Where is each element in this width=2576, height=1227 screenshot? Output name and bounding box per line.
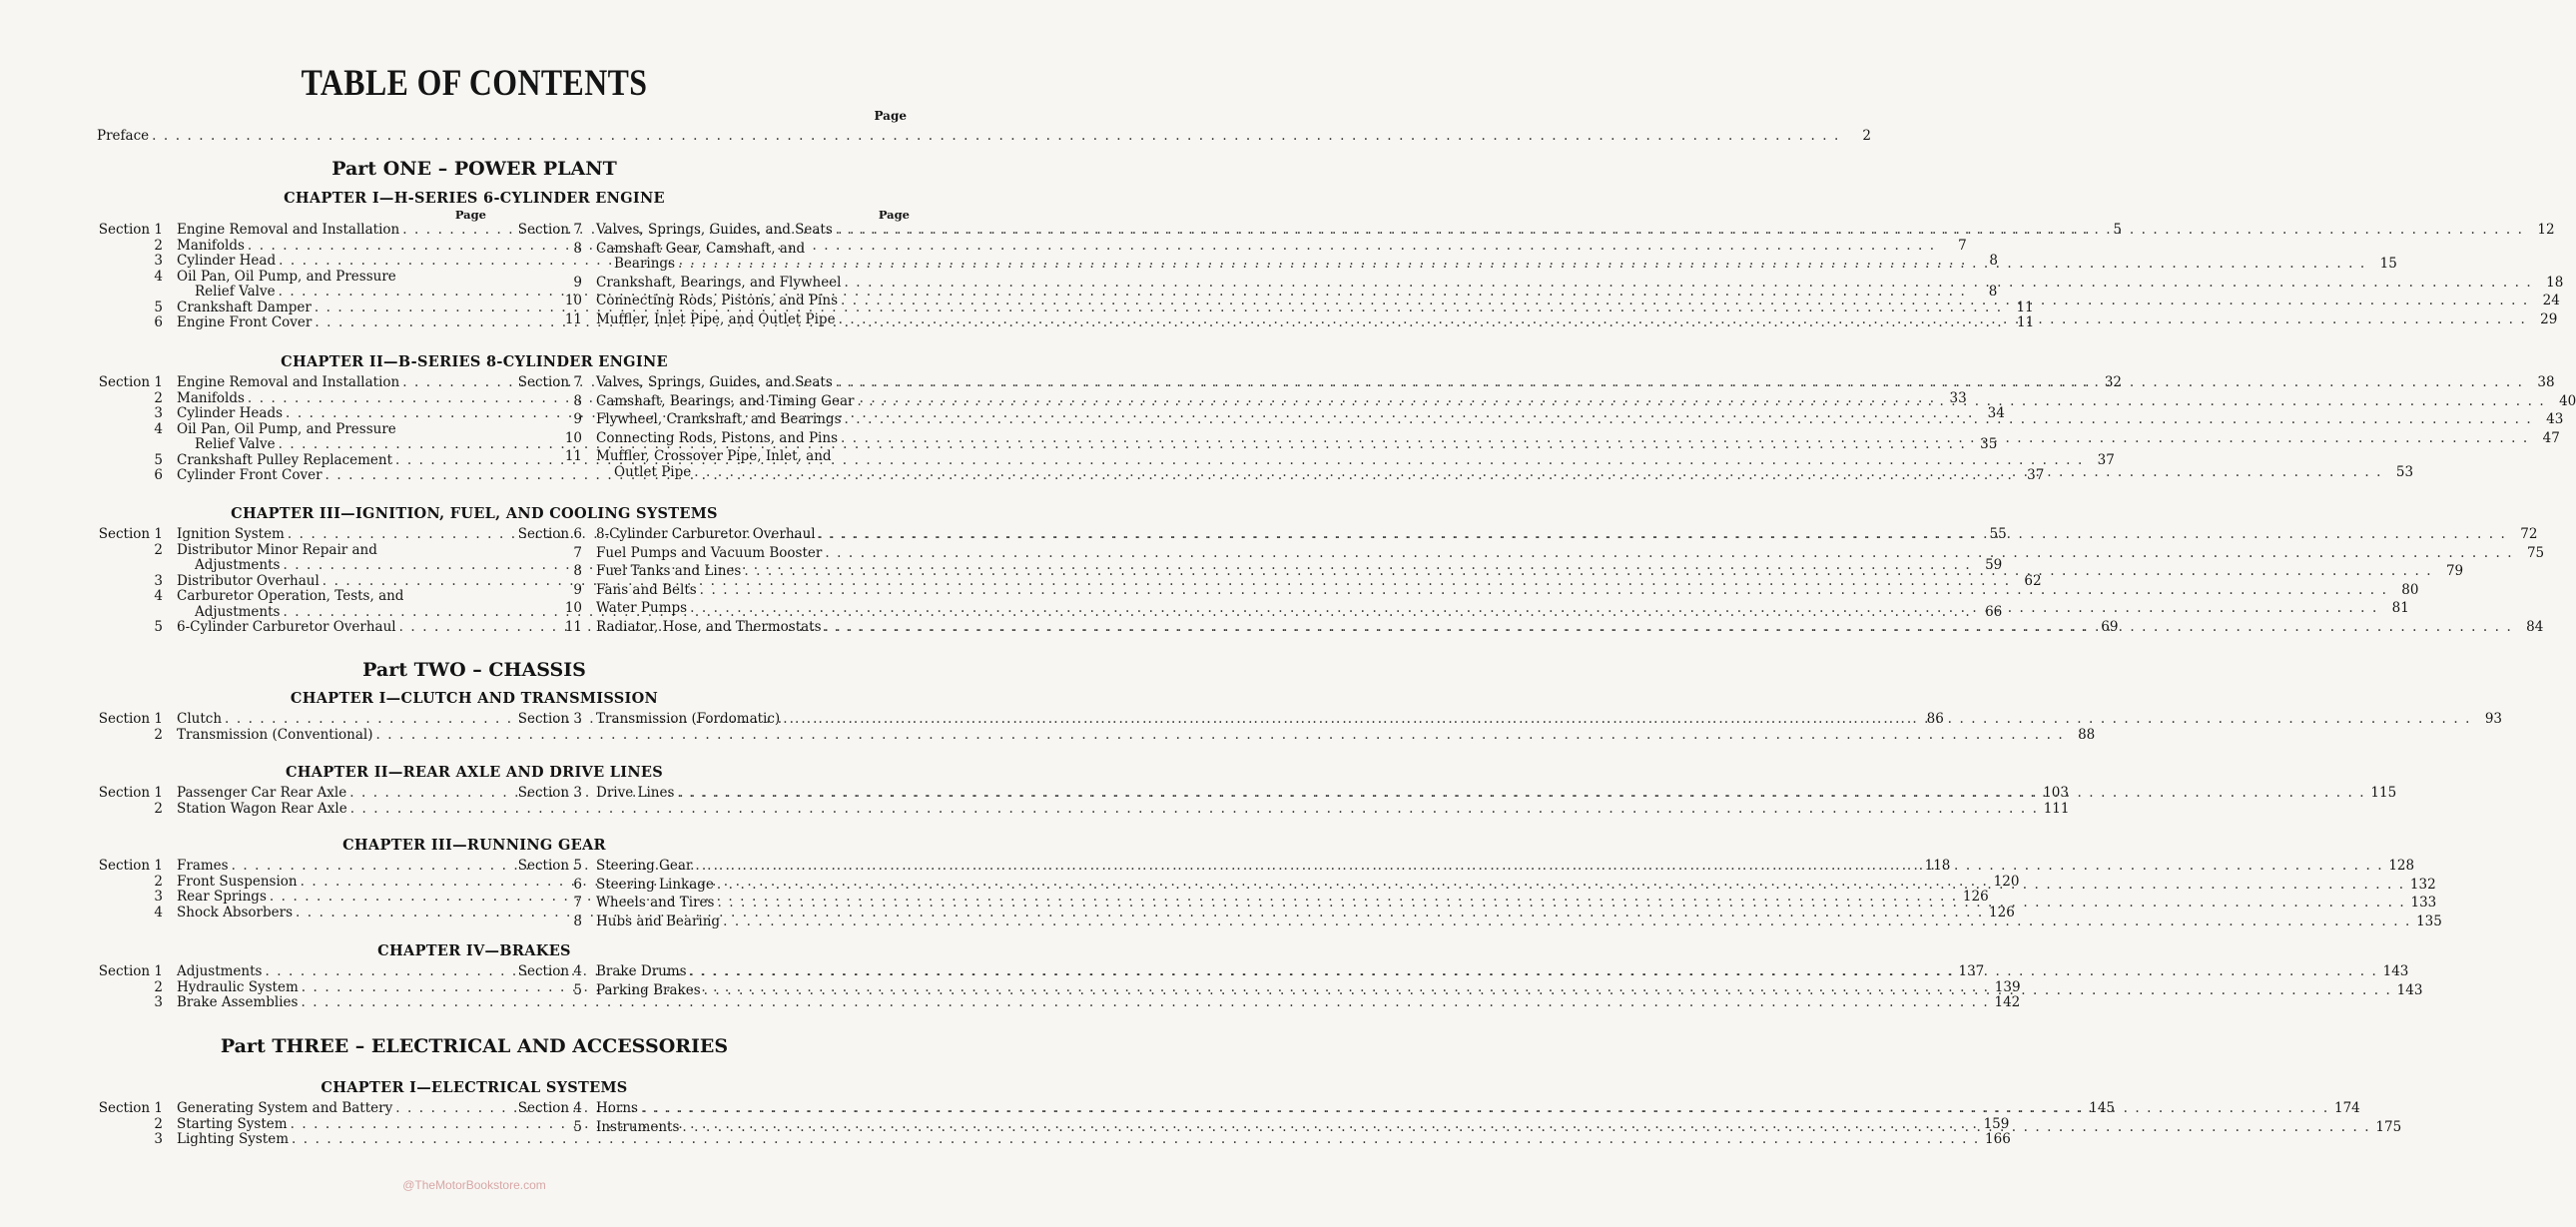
section-number: 4 [154, 588, 163, 604]
chapter-title: CHAPTER III—IGNITION, FUEL, AND COOLING SYSTEMS [231, 505, 718, 522]
entry-title: Transmission (Conventional) [177, 726, 373, 743]
section-number: Section 1 [98, 711, 163, 727]
entry-title: Relief Valve [195, 436, 276, 452]
entry-page-number: 7 [1958, 237, 1967, 254]
section-number: Section 1 [98, 222, 163, 238]
watermark: @TheMotorBookstore.com [402, 1178, 546, 1192]
entry-title: Connecting Rods, Pistons, and Pins [596, 429, 838, 446]
leader-dots [682, 1120, 2370, 1136]
entry-title: Carburetor Operation, Tests, and [177, 588, 404, 604]
entry-title: Crankshaft, Bearings, and Flywheel [596, 274, 842, 291]
section-number: 8 [573, 392, 582, 409]
entry-page-number: 72 [2520, 526, 2538, 542]
chapter-title: CHAPTER II—B-SERIES 8-CYLINDER ENGINE [281, 353, 668, 370]
entry-title: Generating System and Battery [177, 1100, 393, 1116]
section-number: Section 1 [98, 374, 163, 390]
entry-page-number: 139 [1994, 978, 2021, 995]
section-number: 5 [154, 619, 163, 635]
entry-title: Manifolds [177, 237, 245, 254]
entry-page-number: 69 [2101, 619, 2119, 635]
chapter-title: CHAPTER I—H-SERIES 6-CYLINDER ENGINE [284, 190, 665, 207]
part-two-title: Part TWO – CHASSIS [362, 659, 586, 681]
section-number: 5 [154, 451, 163, 468]
entry-title: Clutch [177, 711, 223, 727]
entry-title: Station Wagon Rear Axle [177, 800, 347, 817]
section-number: 6 [154, 314, 163, 330]
section-number: 5 [573, 1118, 582, 1135]
entry-title: Adjustments [195, 557, 281, 573]
entry-title: Frames [177, 858, 229, 874]
entry-title: Rear Springs [177, 889, 267, 905]
entry-page-number: 118 [1924, 858, 1951, 874]
entry-title: Fuel Pumps and Vacuum Booster [596, 544, 823, 561]
toc-entry [514, 913, 2442, 930]
entry-page-number: 174 [2334, 1100, 2360, 1116]
section-number: 11 [564, 618, 582, 635]
entry-title: Passenger Car Rear Axle [177, 785, 347, 801]
section-number: Section 6 [517, 526, 582, 542]
chapter-title: CHAPTER IV—BRAKES [377, 942, 571, 959]
entry-page-number: 34 [1987, 405, 2005, 421]
entry-title: Adjustments [195, 603, 281, 620]
entry-title: Wheels and Tires [596, 895, 715, 911]
entry-page-number: 175 [2375, 1118, 2402, 1135]
entry-title: Valves, Springs, Guides, and Seats [596, 222, 833, 238]
section-number: 2 [154, 541, 163, 558]
toc-entry [95, 1131, 2011, 1148]
entry-title: Flywheel, Crankshaft, and Bearings [596, 411, 842, 427]
entry-page-number: 55 [1989, 526, 2007, 542]
entry-page-number: 132 [2409, 876, 2436, 893]
entry-page-number: 59 [1985, 557, 2003, 573]
leader-dots [845, 412, 2533, 428]
entry-title: Crankshaft Damper [177, 299, 312, 315]
leader-dots [723, 915, 2411, 930]
leader-dots [841, 431, 2529, 447]
entry-title: Brake Assemblies [177, 994, 299, 1010]
chapter-title: CHAPTER II—REAR AXLE AND DRIVE LINES [285, 764, 664, 781]
section-number: Section 1 [98, 858, 163, 874]
entry-page-number: 103 [2043, 785, 2069, 801]
entry-title: Instruments [596, 1118, 680, 1135]
entry-title: Relief Valve [195, 284, 276, 300]
section-number: 3 [154, 889, 163, 905]
section-number: 3 [154, 1131, 163, 1147]
section-number: Section 1 [98, 1100, 163, 1116]
entry-title: Muffler, Crossover Pipe, Inlet, and [596, 448, 832, 464]
entry-title: Water Pumps [596, 600, 688, 616]
section-number: 4 [154, 420, 163, 437]
leader-dots [717, 896, 2405, 912]
entry-page-number: 8 [1989, 253, 1998, 269]
entry-title: Hydraulic System [177, 978, 299, 995]
leader-dots [845, 276, 2533, 292]
entry-title: Transmission (Fordomatic) [596, 711, 781, 727]
section-number: 8 [573, 913, 582, 929]
entry-page-number: 53 [2395, 463, 2414, 480]
entry-title: 8-Cylinder Carburetor Overhaul [596, 526, 816, 542]
entry-page-number: 86 [1926, 711, 1944, 727]
section-number: 2 [154, 389, 163, 406]
entry-title: Cylinder Head [177, 253, 277, 269]
entry-page-number: 35 [1980, 436, 1998, 452]
part-one-title: Part ONE – POWER PLANT [331, 158, 617, 180]
entry-title: Engine Removal and Installation [177, 374, 400, 390]
entry-page-number: 143 [2382, 963, 2409, 979]
entry-page-number: 5 [2113, 222, 2123, 238]
entry-page-number: 37 [2097, 451, 2115, 468]
entry-title: Distributor Minor Repair and [177, 541, 377, 558]
entry-title: Manifolds [177, 389, 245, 406]
section-number: Section 4 [517, 963, 582, 979]
entry-page-number: 33 [1949, 389, 1967, 406]
section-number: 7 [573, 895, 582, 911]
entry-title: Steering Linkage [596, 876, 714, 893]
section-number: Section 3 [517, 785, 582, 801]
entry-page-number: 145 [2089, 1100, 2116, 1116]
chapter-right-column [514, 208, 2564, 330]
leader-dots [839, 312, 2527, 328]
preface-page: 2 [1862, 128, 1871, 144]
entry-page-number: 84 [2526, 618, 2544, 635]
section-number: Section 7 [517, 222, 582, 238]
entry-page-number: 159 [1983, 1115, 2010, 1132]
entry-title: Connecting Rods, Pistons, and Pins [596, 293, 838, 308]
page-column-header: Page [454, 208, 486, 222]
section-number: 2 [154, 237, 163, 254]
entry-page-number: 11 [2016, 314, 2035, 330]
leader-dots [678, 257, 2366, 273]
toc-entry [95, 726, 2096, 744]
entry-title: Starting System [177, 1115, 288, 1132]
entry-title: Front Suspension [177, 873, 298, 890]
entry-title: Camshaft Gear, Camshaft, and [596, 240, 806, 257]
part-three-title: Part THREE – ELECTRICAL AND ACCESSORIES [220, 1035, 729, 1057]
page-column-header: Page [874, 109, 907, 123]
entry-page-number: 79 [2445, 563, 2464, 579]
entry-title: Muffler, Inlet Pipe, and Outlet Pipe [596, 310, 836, 327]
section-number: 11 [564, 448, 582, 464]
entry-title: Camshaft, Bearings, and Timing Gear [596, 392, 855, 409]
entry-title: 6-Cylinder Carburetor Overhaul [177, 619, 396, 635]
entry-page-number: 120 [1993, 873, 2020, 890]
leader-dots [152, 127, 1840, 145]
entry-title: Engine Removal and Installation [177, 222, 400, 238]
toc-entry [514, 240, 2397, 273]
leader-dots [783, 712, 2471, 728]
entry-title: Horns [596, 1100, 638, 1116]
section-number: 10 [564, 293, 582, 308]
section-number: Section 5 [517, 858, 582, 874]
section-number: 8 [573, 240, 582, 257]
toc-entry [514, 222, 2555, 239]
toc-entry [514, 310, 2558, 328]
leader-dots [677, 786, 2365, 802]
section-number: 9 [573, 411, 582, 427]
entry-page-number: 66 [1985, 603, 2003, 620]
entry-title: Fuel Tanks and Lines [596, 563, 742, 579]
entry-title: Crankshaft Pulley Replacement [177, 451, 393, 468]
entry-page-number: 37 [2027, 467, 2045, 483]
entry-page-number: 18 [2546, 274, 2564, 291]
entry-title: Distributor Overhaul [177, 572, 320, 589]
entry-page-number: 88 [2078, 726, 2096, 743]
chapter-title: CHAPTER I—ELECTRICAL SYSTEMS [321, 1079, 628, 1096]
section-number: Section 1 [98, 963, 163, 979]
chapter-title: CHAPTER III—RUNNING GEAR [342, 837, 606, 854]
entry-title: Oil Pan, Oil Pump, and Pressure [177, 268, 396, 285]
section-number: 9 [573, 274, 582, 291]
entry-page-number: 62 [2024, 572, 2042, 589]
leader-dots [700, 583, 2388, 599]
entry-page-number: 11 [2016, 299, 2034, 315]
entry-title: Steering Gear [596, 858, 693, 874]
leader-dots [641, 1101, 2329, 1117]
preface-entry [97, 127, 1871, 145]
section-number: 6 [573, 876, 582, 893]
entry-page-number: 47 [2542, 429, 2560, 446]
leader-dots [690, 964, 2378, 980]
section-number: Section 1 [98, 526, 163, 542]
entry-title: Cylinder Front Cover [177, 467, 322, 483]
section-number: 10 [564, 600, 582, 616]
entry-page-number: 128 [2388, 858, 2415, 874]
entry-page-number: 126 [1989, 904, 2015, 920]
entry-title: Hubs and Bearing [596, 913, 721, 929]
section-number: 11 [564, 310, 582, 327]
section-number: 3 [154, 405, 163, 421]
leader-dots [825, 620, 2513, 636]
leader-dots [836, 223, 2524, 239]
section-number: 3 [154, 253, 163, 269]
section-number: 9 [573, 581, 582, 598]
entry-title: Ignition System [177, 526, 285, 542]
entry-title: Parking Brakes [596, 981, 701, 998]
entry-title: Adjustments [177, 963, 263, 979]
section-number: 3 [154, 572, 163, 589]
section-number: 5 [154, 299, 163, 315]
entry-title: Cylinder Heads [177, 405, 284, 421]
entry-title: Radiator, Hose, and Thermostats [596, 618, 822, 635]
section-number: 5 [573, 981, 582, 998]
toc-entry [95, 800, 2070, 818]
entry-page-number: 40 [2559, 392, 2576, 409]
section-number: 10 [564, 429, 582, 446]
section-number: 6 [154, 467, 163, 483]
section-number: Section 7 [517, 374, 582, 390]
leader-dots [857, 394, 2545, 410]
toc-entry [514, 581, 2419, 599]
entry-title: Lighting System [177, 1131, 290, 1147]
entry-page-number: 137 [1958, 963, 1985, 979]
entry-title: Bearings [614, 256, 675, 272]
entry-page-number: 111 [2043, 800, 2070, 817]
entry-page-number: 142 [1994, 994, 2021, 1010]
entry-page-number: 8 [1988, 284, 1998, 300]
entry-page-number: 75 [2526, 544, 2545, 561]
entry-page-number: 93 [2484, 711, 2502, 727]
section-number: 2 [154, 726, 163, 743]
section-number: 4 [154, 268, 163, 285]
page-title: TABLE OF CONTENTS [301, 63, 648, 104]
leader-dots [690, 601, 2378, 617]
leader-dots [695, 859, 2383, 875]
entry-page-number: 135 [2416, 913, 2442, 929]
entry-page-number: 81 [2391, 600, 2409, 616]
entry-title: Oil Pan, Oil Pump, and Pressure [177, 420, 396, 437]
section-number: Section 1 [98, 785, 163, 801]
leader-dots [819, 527, 2507, 543]
entry-page-number: 43 [2546, 411, 2564, 427]
chapter-title: CHAPTER I—CLUTCH AND TRANSMISSION [290, 690, 659, 707]
section-number: 7 [573, 544, 582, 561]
entry-page-number: 166 [1985, 1131, 2011, 1147]
entry-page-number: 15 [2379, 256, 2397, 272]
section-number: 2 [154, 1115, 163, 1132]
section-number: Section 4 [517, 1100, 582, 1116]
entry-page-number: 38 [2537, 374, 2555, 390]
toc-entry [514, 274, 2564, 292]
entry-title: Shock Absorbers [177, 904, 294, 920]
entry-title: Fans and Belts [596, 581, 697, 598]
entry-title: Outlet Pipe [614, 463, 692, 480]
leader-dots [825, 546, 2513, 562]
entry-title: Engine Front Cover [177, 314, 313, 330]
entry-page-number: 24 [2542, 293, 2560, 308]
section-number: 3 [154, 994, 163, 1010]
leader-dots [704, 983, 2392, 999]
entry-title: Drive Lines [596, 785, 675, 801]
section-number: 2 [154, 978, 163, 995]
section-number: Section 3 [517, 711, 582, 727]
toc-entry [514, 544, 2545, 562]
page-column-header: Page [878, 208, 910, 222]
entry-page-number: 29 [2540, 310, 2558, 327]
leader-dots [717, 878, 2405, 894]
leader-dots [836, 375, 2524, 391]
entry-title: Brake Drums [596, 963, 687, 979]
section-number: 2 [154, 800, 163, 817]
section-number: 4 [154, 904, 163, 920]
entry-page-number: 115 [2370, 785, 2397, 801]
preface-label: Preface [97, 128, 150, 144]
entry-title: Valves, Springs, Guides, and Seats [596, 374, 833, 390]
entry-page-number: 133 [2410, 895, 2437, 911]
leader-dots [744, 564, 2432, 580]
entry-page-number: 12 [2537, 222, 2555, 238]
section-number: 8 [573, 563, 582, 579]
entry-page-number: 80 [2401, 581, 2419, 598]
entry-page-number: 32 [2104, 374, 2123, 390]
section-number: 2 [154, 873, 163, 890]
entry-page-number: 126 [1962, 889, 1989, 905]
entry-page-number: 143 [2396, 981, 2423, 998]
leader-dots [841, 294, 2529, 309]
leader-dots [694, 465, 2382, 481]
toc-entry [95, 994, 2021, 1011]
